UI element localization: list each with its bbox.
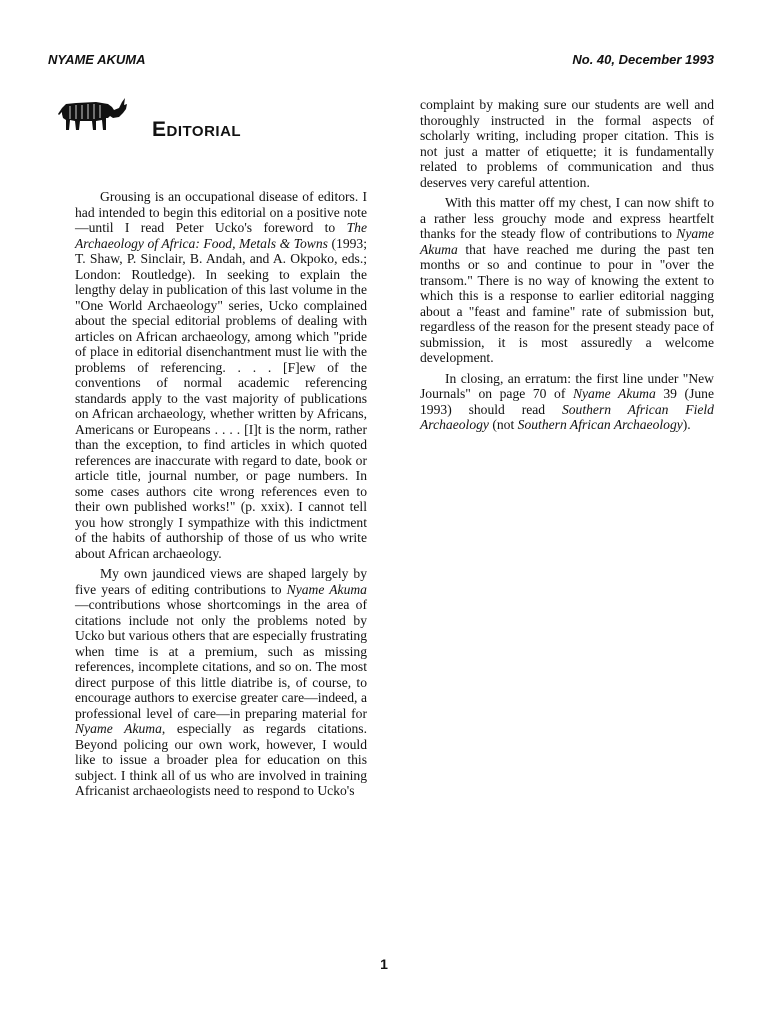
running-header — [48, 52, 714, 67]
page-number: 1 — [380, 956, 388, 972]
issue-info: No. 40, December 1993 — [572, 52, 714, 67]
right-column — [420, 97, 714, 438]
paragraph-thanks: With this matter off my chest, I can now shift to a rather less grouchy mode and express heartfelt thanks for the steady flow of contributions to Nyame Akuma that have reached me during the past ten months or so and continue to pour in "over the transom." There is no way of knowing the extent to which this is a response to earlier editorial nagging about a "feast and famine" rate of submission but, regardless of the reason for the present steady pace of submission, it is most assuredly a welcome development. — [420, 195, 714, 365]
paragraph-erratum: In closing, an erratum: the first line under "New Journals" on page 70 of Nyame Akuma 39 (June 1993) should read Southern African Field Archaeology (not Southern African Archaeology). — [420, 370, 714, 432]
left-column — [75, 189, 367, 804]
paragraph-continued: complaint by making sure our students are well and thoroughly instructed in the formal aspects of scholarly writing, including proper citation. This is not just a matter of etiquette; it is fundamentally related to problems of communication and thus deserves very careful attention. — [420, 97, 714, 190]
paragraph-views: My own jaundiced views are shaped largely by five years of editing contributions to Nyame Akuma—contributions whose shortcomings in the area of citations include not only the problems noted by Ucko but various others that are especially frustrating when time is at a premium, such as missing references, incomplete citations, and so on. The most direct purpose of this little diatribe is, of course, to encourage authors to exercise greater care—indeed, a professional level of care—in preparing material for Nyame Akuma, especially as regards citations. Beyond policing our own work, however, I would like to issue a broader plea for education on this subject. I think all of us who are involved in training Africanist archaeologists need to respond to Ucko's — [75, 566, 367, 798]
journal-name: NYAME AKUMA — [48, 52, 146, 67]
paragraph-intro: Grousing is an occupational disease of editors. I had intended to begin this editorial on a positive note—until I read Peter Ucko's foreword to The Archaeology of Africa: Food, Metals & Towns (1993; T. Shaw, P. Sinclair, B. Andah, and A. Okpoko, eds.; London: Routledge). In seeking to explain the lengthy delay in publication of this last volume in the "One World Archaeology" series, Ucko complained about the special editorial problems of dealing with articles on African archaeology, among which "pride of place in editorial disenchantment must lie with the problems of referencing. . . . [F]ew of the conventions of normal academic referencing standards apply to the vast majority of publications on African archaeology, whether written by Africans, Americans or Europeans . . . . [I]t is the norm, rather than the exception, to find articles in which quoted references are inaccurate with regard to date, book or article title, journal number, or page numbers. In some cases authors cite wrong references even to their own published works!" (p. xxix). I cannot tell you how strongly I sympathize with this indictment of the habits of authorship of those of us who write about African archaeology. — [75, 189, 368, 561]
page-title: Editorial — [152, 118, 242, 141]
rhino-icon — [56, 94, 130, 138]
